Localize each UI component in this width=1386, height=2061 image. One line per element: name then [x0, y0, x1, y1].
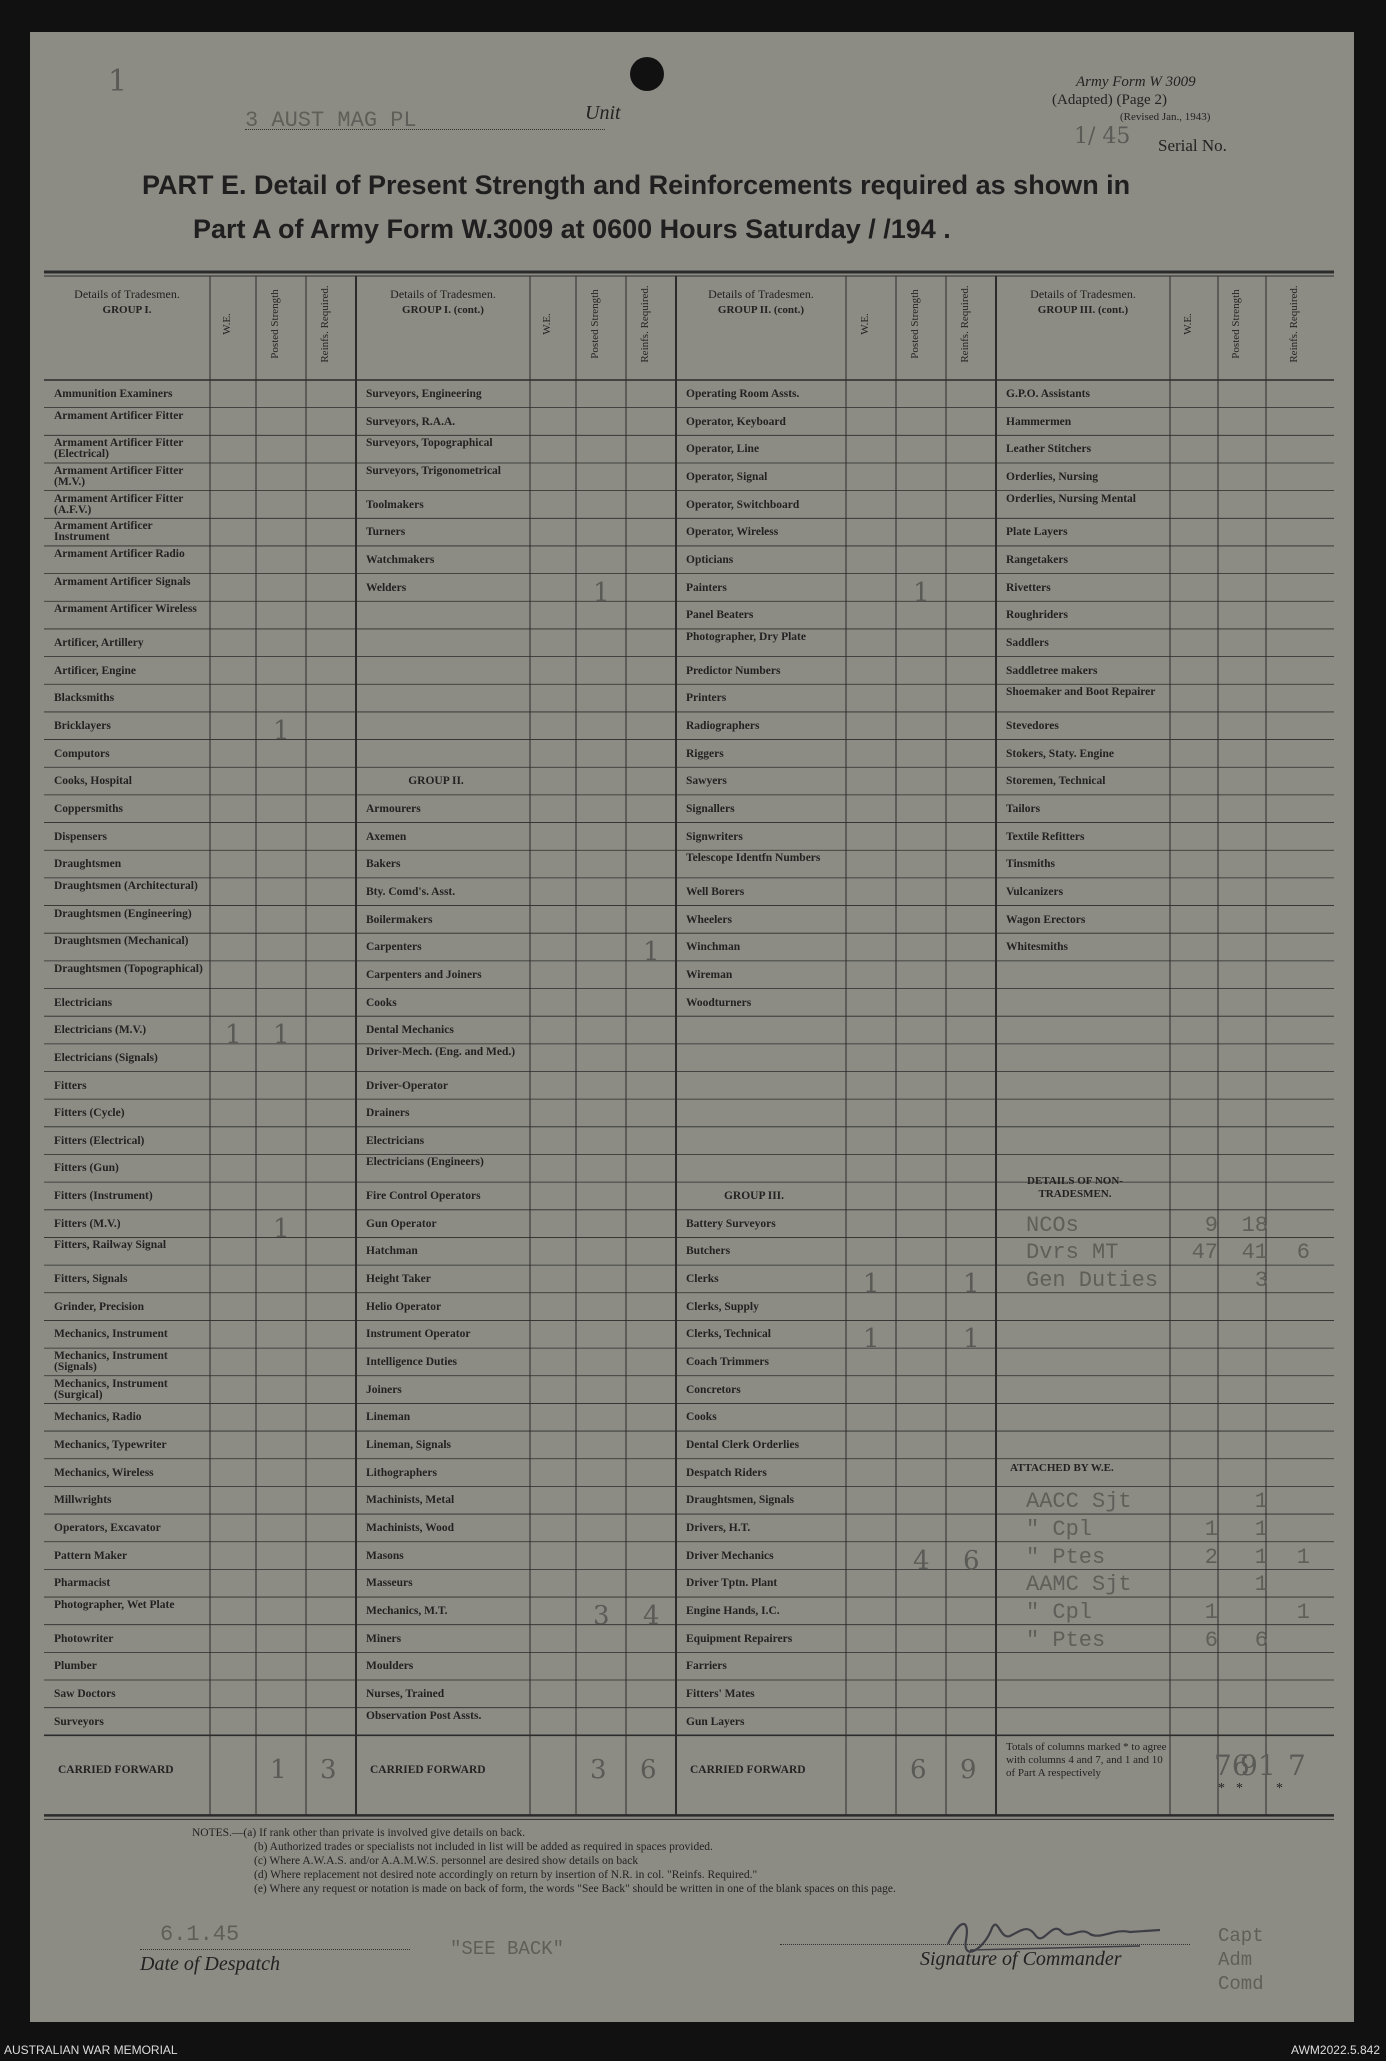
trade-label: Mechanics, Instrument (Surgical) [54, 1378, 168, 1401]
trade-label: Operators, Excavator [54, 1523, 161, 1535]
carried-forward-posted: 6 [910, 1755, 927, 1786]
trade-label: Bty. Comd's. Asst. [366, 886, 456, 898]
trade-label: Printers [686, 693, 727, 705]
non-tradesmen-label: NCOs [1026, 1212, 1079, 1238]
form-revised: (Revised Jan., 1943) [1120, 111, 1211, 123]
non-tradesmen-posted: 3 [1254, 1268, 1268, 1294]
unit-value: 3 AUST MAG PL [245, 108, 417, 133]
trade-label: Ammunition Examiners [54, 389, 173, 400]
trade-label: Operating Room Assts. [686, 389, 800, 400]
despatch-date: 6.1.45 [160, 1922, 240, 1947]
trade-label: Observation Post Assts. [366, 1710, 482, 1722]
note-line: (c) Where A.W.A.S. and/or A.A.M.W.S. personnel are desired show details on back [254, 1855, 639, 1868]
trade-label: Joiners [366, 1384, 402, 1396]
trade-label: Fitters (Instrument) [54, 1191, 153, 1203]
trade-label: Watchmakers [366, 554, 435, 566]
non-tradesmen-we: 2 [1204, 1544, 1218, 1570]
trade-label: Farriers [686, 1661, 727, 1673]
trade-label: Drainers [366, 1108, 410, 1120]
despatch-label: Date of Despatch [140, 1953, 280, 1975]
trade-label: Electricians (Signals) [54, 1052, 158, 1064]
non-tradesmen-posted: 1 [1254, 1489, 1268, 1515]
trade-label: Surveyors, Engineering [366, 389, 482, 400]
trade-label: Driver Tptn. Plant [686, 1578, 778, 1590]
trade-label: Vulcanizers [1006, 886, 1064, 898]
serial-label: Serial No. [1158, 136, 1227, 155]
trade-label: Well Borers [686, 886, 745, 898]
details-header-text: Details of Tradesmen. [390, 287, 496, 301]
handwritten-value: 1 [593, 577, 610, 608]
non-tradesmen-posted: 1 [1254, 1517, 1268, 1543]
handwritten-value: 1 [225, 1020, 242, 1051]
trade-label: Saw Doctors [54, 1689, 116, 1701]
serial-value: 1/ 45 [1074, 124, 1131, 149]
trade-label: Axemen [366, 831, 407, 843]
totals-star: * [1236, 1781, 1243, 1797]
trade-label: Bakers [366, 859, 401, 871]
non-tradesmen-reinf: 1 [1296, 1544, 1310, 1570]
trade-label: Roughriders [1006, 610, 1068, 622]
trade-label: Draughtsmen, Signals [686, 1495, 794, 1507]
trade-label: Leather Stitchers [1006, 444, 1092, 456]
trade-label: Cooks [366, 997, 397, 1009]
trade-label: Engine Hands, I.C. [686, 1606, 780, 1618]
trade-label: Plate Layers [1006, 527, 1068, 539]
trade-label: Machinists, Wood [366, 1523, 454, 1535]
trade-label: Drivers, H.T. [686, 1523, 751, 1535]
trade-label: Dental Mechanics [366, 1025, 454, 1037]
trade-label: Telescope Identfn Numbers [686, 853, 821, 865]
trade-label: Electricians [366, 1135, 425, 1147]
non-tradesmen-posted: 18 [1241, 1212, 1268, 1238]
handwritten-value: 4 [643, 1601, 660, 1632]
reinf-header: Reinfs. Required. [319, 285, 331, 363]
carried-forward-posted: 1 [270, 1755, 287, 1786]
trade-label: Equipment Repairers [686, 1633, 793, 1645]
trade-label: Height Taker [366, 1274, 431, 1286]
trade-label: Armament Artificer Wireless [54, 604, 197, 616]
we-header: W.E. [859, 313, 871, 335]
non-tradesmen-label: " Cpl [1026, 1517, 1093, 1543]
we-header: W.E. [1182, 313, 1194, 335]
note-line: (d) Where replacement not desired note accordingly on return by insertion of N.R. in col. "Reinfs. Required." [254, 1869, 758, 1882]
trade-label: Armament Artificer Radio [54, 548, 185, 560]
trade-label: Painters [686, 582, 727, 594]
posted-header: Posted Strength [909, 289, 921, 359]
non-tradesmen-label: " Cpl [1026, 1600, 1093, 1626]
trade-label: Operator, Wireless [686, 527, 779, 539]
carried-forward-label: CARRIED FORWARD [690, 1765, 806, 1777]
trade-label: Saddletree makers [1006, 665, 1098, 677]
details-header [356, 288, 530, 317]
archive-id: AWM2022.5.842 [1291, 2043, 1380, 2057]
details-header-text: Details of Tradesmen. [1030, 287, 1136, 301]
totals-star: * [1276, 1781, 1283, 1797]
form-title-line1: PART E. Detail of Present Strength and Reinforcements required as shown in [142, 170, 1131, 200]
trade-label: Plumber [54, 1661, 97, 1673]
form-title-line2: Part A of Army Form W.3009 at 0600 Hours Saturday / /194 . [193, 214, 951, 244]
trade-label: Turners [366, 527, 406, 539]
trade-label: Fitters (Electrical) [54, 1135, 145, 1147]
trade-label: Artificer, Engine [54, 665, 136, 677]
non-tradesmen-label: AACC Sjt [1026, 1489, 1132, 1515]
trade-label: Nurses, Trained [366, 1689, 445, 1701]
trade-label: Mechanics, Instrument [54, 1329, 168, 1341]
trade-label: Bricklayers [54, 720, 111, 732]
trade-label: Grinder, Precision [54, 1301, 145, 1313]
trade-label: Surveyors, R.A.A. [366, 416, 456, 428]
trade-label: Mechanics, Typewriter [54, 1440, 167, 1452]
trade-label: Storemen, Technical [1006, 776, 1106, 788]
trade-label: Driver Mechanics [686, 1550, 774, 1562]
trade-label: Rangetakers [1006, 554, 1068, 566]
details-header-text: Details of Tradesmen. [708, 287, 814, 301]
non-tradesmen-we: 1 [1204, 1517, 1218, 1543]
note-line: (b) Authorized trades or specialists not included in list will be added as required in spaces provided. [254, 1841, 713, 1854]
trade-label: Fitters, Signals [54, 1274, 128, 1286]
details-header [676, 288, 846, 317]
trade-label: Masseurs [366, 1578, 413, 1590]
handwritten-value: 3 [593, 1601, 610, 1632]
non-tradesmen-label: " Ptes [1026, 1544, 1106, 1570]
trade-label: Cooks [686, 1412, 717, 1424]
trade-label: Artificer, Artillery [54, 637, 144, 649]
trade-label: Photographer, Wet Plate [54, 1600, 175, 1612]
non-tradesmen-we: 1 [1204, 1600, 1218, 1626]
trade-label: Draughtsmen (Architectural) [54, 880, 198, 892]
trade-label: Blacksmiths [54, 693, 115, 705]
handwritten-value: 1 [273, 715, 290, 746]
trade-label: Fitters (Gun) [54, 1163, 119, 1175]
trade-label: Intelligence Duties [366, 1357, 458, 1369]
totals-star: * [1218, 1781, 1225, 1797]
handwritten-value: 6 [963, 1545, 980, 1576]
trade-label: Signwriters [686, 831, 743, 843]
trade-label: Driver-Operator [366, 1080, 448, 1092]
trade-label: Masons [366, 1550, 404, 1562]
trade-label: Whitesmiths [1006, 942, 1068, 954]
trade-label: Pattern Maker [54, 1550, 128, 1562]
trade-label: Panel Beaters [686, 610, 754, 622]
trade-label: Surveyors, Topographical [366, 438, 493, 450]
form-sheet [30, 32, 1354, 2022]
handwritten-value: 1 [913, 577, 930, 608]
trade-label: Stokers, Staty. Engine [1006, 748, 1114, 760]
group-header: GROUP I. (cont.) [402, 304, 484, 316]
trade-label: Lineman [366, 1412, 411, 1424]
trade-label: Rivetters [1006, 582, 1051, 594]
group-heading: GROUP II. [408, 776, 464, 788]
trade-label: Pharmacist [54, 1578, 111, 1590]
trade-label: Mechanics, M.T. [366, 1606, 448, 1618]
trade-label: Lineman, Signals [366, 1440, 451, 1452]
trade-label: Tailors [1006, 803, 1041, 815]
note-line: (e) Where any request or notation is made on back of form, the words "See Back" should be written in one of the blank spaces on this page. [254, 1883, 896, 1896]
note-line: NOTES.—(a) If rank other than private is involved give details on back. [192, 1827, 526, 1840]
trade-label: Concretors [686, 1384, 741, 1396]
rank-line: Capt [1218, 1925, 1264, 1947]
non-tradesmen-posted: 1 [1254, 1544, 1268, 1570]
non-tradesmen-posted: 1 [1254, 1572, 1268, 1598]
trade-label: Orderlies, Nursing Mental [1006, 493, 1136, 505]
despatch-line [140, 1949, 410, 1950]
trade-label: Coppersmiths [54, 803, 124, 815]
details-header-text: Details of Tradesmen. [74, 287, 180, 301]
trade-label: Boilermakers [366, 914, 433, 926]
trade-label: Fitters [54, 1080, 87, 1092]
trade-label: Armourers [366, 803, 421, 815]
trade-label: Hatchman [366, 1246, 418, 1258]
trade-label: Instrument Operator [366, 1329, 471, 1341]
archive-name: AUSTRALIAN WAR MEMORIAL [4, 2043, 178, 2057]
trade-label: Electricians [54, 997, 113, 1009]
trade-label: Tinsmiths [1006, 859, 1056, 871]
trade-label: Armament Artificer Signals [54, 576, 191, 588]
trade-label: Draughtsmen (Topographical) [54, 963, 203, 975]
trade-label: Sawyers [686, 776, 727, 788]
trade-label: Despatch Riders [686, 1467, 767, 1479]
trade-label: Helio Operator [366, 1301, 442, 1313]
totals-note: Totals of columns marked * to agree with columns 4 and 7, and 1 and 10 of Part A respectively [1006, 1741, 1167, 1780]
carried-forward-reinf: 9 [960, 1755, 977, 1786]
we-header: W.E. [221, 313, 233, 335]
form-name: Army Form W 3009 [1076, 74, 1196, 90]
non-tradesmen-label: Dvrs MT [1026, 1240, 1119, 1266]
non-tradesmen-we: 6 [1204, 1627, 1218, 1653]
rank-line: Comd [1218, 1973, 1264, 1995]
trade-label: Clerks [686, 1274, 719, 1286]
details-header [44, 288, 210, 317]
trade-label: G.P.O. Assistants [1006, 389, 1090, 400]
handwritten-value: 1 [273, 1020, 290, 1051]
we-header: W.E. [541, 313, 553, 335]
non-tradesmen-label: AAMC Sjt [1026, 1572, 1132, 1598]
carried-forward-reinf: 3 [320, 1755, 337, 1786]
form-adapted: (Adapted) (Page 2) [1052, 92, 1167, 108]
trade-label: Dental Clerk Orderlies [686, 1440, 800, 1452]
trade-label: Lithographers [366, 1467, 437, 1479]
carried-forward-label: CARRIED FORWARD [370, 1765, 486, 1777]
totals-posted: 91 [1240, 1749, 1276, 1783]
trade-label: Woodturners [686, 997, 752, 1009]
trade-label: Signallers [686, 803, 735, 815]
trade-label: Cooks, Hospital [54, 776, 132, 788]
trade-label: Machinists, Metal [366, 1495, 455, 1507]
carried-forward-reinf: 6 [640, 1755, 657, 1786]
trade-label: Dispensers [54, 831, 108, 843]
trade-label: Fitters, Railway Signal [54, 1240, 167, 1252]
trade-label: Operator, Switchboard [686, 499, 800, 511]
reinf-header: Reinfs. Required. [639, 285, 651, 363]
non-tradesmen-reinf: 1 [1296, 1600, 1310, 1626]
posted-header: Posted Strength [269, 289, 281, 359]
trade-label: Hammermen [1006, 416, 1072, 428]
carried-forward-posted: 3 [590, 1755, 607, 1786]
trade-label: Armament Artificer Fitter (M.V.) [54, 465, 184, 488]
trade-label: Battery Surveyors [686, 1218, 776, 1230]
non-tradesmen-label: " Ptes [1026, 1627, 1106, 1653]
trade-label: Driver-Mech. (Eng. and Med.) [366, 1046, 516, 1058]
carried-forward-label: CARRIED FORWARD [58, 1765, 174, 1777]
trade-label: Draughtsmen [54, 859, 122, 871]
trade-label: Opticians [686, 554, 734, 566]
trade-label: Riggers [686, 748, 724, 760]
corner-mark: 1 [108, 64, 128, 99]
attached-heading: ATTACHED BY W.E. [1010, 1463, 1114, 1474]
trade-label: Gun Operator [366, 1218, 437, 1230]
trade-label: Millwrights [54, 1495, 112, 1507]
trade-label: Surveyors [54, 1716, 104, 1728]
details-header [996, 288, 1170, 317]
trade-label: Gun Layers [686, 1716, 745, 1728]
trade-label: Computors [54, 748, 110, 760]
signature-label: Signature of Commander [920, 1948, 1122, 1970]
trade-label: Surveyors, Trigonometrical [366, 465, 501, 477]
group-heading: GROUP III. [723, 1191, 785, 1203]
trade-label: Draughtsmen (Mechanical) [54, 936, 189, 948]
nontrades-heading: DETAILS OF NON-TRADESMEN. [1027, 1175, 1123, 1200]
trade-label: Fitters' Mates [686, 1689, 755, 1701]
trade-label: Operator, Keyboard [686, 416, 786, 428]
trade-label: Mechanics, Instrument (Signals) [54, 1351, 168, 1374]
trade-label: Moulders [366, 1661, 414, 1673]
trade-label: Armament Artificer Instrument [54, 521, 153, 544]
trade-label: Operator, Line [686, 444, 760, 456]
handwritten-value: 4 [913, 1545, 930, 1576]
trade-label: Clerks, Supply [686, 1301, 759, 1313]
trade-label: Electricians (Engineers) [366, 1157, 484, 1169]
handwritten-value: 1 [963, 1324, 980, 1355]
trade-label: Radiographers [686, 720, 760, 732]
trade-label: Textile Refitters [1006, 831, 1085, 843]
trade-label: Carpenters [366, 942, 422, 954]
non-tradesmen-posted: 41 [1241, 1240, 1268, 1266]
trade-label: Photographer, Dry Plate [686, 631, 806, 643]
trade-label: Photowriter [54, 1633, 114, 1645]
handwritten-value: 1 [963, 1269, 980, 1300]
trade-label: Welders [366, 582, 407, 594]
totals-we: 76 [1214, 1749, 1250, 1783]
unit-label: Unit [585, 102, 621, 124]
group-header: GROUP III. (cont.) [1037, 304, 1129, 316]
trade-label: Stevedores [1006, 720, 1059, 732]
trade-label: Orderlies, Nursing [1006, 471, 1098, 483]
signature-line [780, 1944, 1190, 1945]
trade-label: Mechanics, Radio [54, 1412, 142, 1424]
trade-label: Clerks, Technical [686, 1329, 771, 1341]
trade-label: Armament Artificer Fitter (Electrical) [54, 438, 184, 461]
trade-label: Wagon Erectors [1006, 914, 1086, 926]
reinf-header: Reinfs. Required. [959, 285, 971, 363]
group-header: GROUP I. [102, 304, 152, 316]
totals-reinf: 7 [1288, 1749, 1306, 1783]
trade-label: Electricians (M.V.) [54, 1025, 147, 1037]
trade-label: Operator, Signal [686, 471, 768, 483]
archive-bar [0, 2025, 1386, 2061]
reinf-header: Reinfs. Required. [1288, 285, 1300, 363]
handwritten-value: 1 [273, 1213, 290, 1244]
non-tradesmen-we: 9 [1204, 1212, 1218, 1238]
trade-label: Saddlers [1006, 637, 1049, 649]
trade-label: Fitters (Cycle) [54, 1108, 125, 1120]
trade-label: Carpenters and Joiners [366, 969, 482, 981]
trade-label: Armament Artificer Fitter [54, 410, 184, 422]
non-tradesmen-reinf: 6 [1296, 1240, 1310, 1266]
handwritten-value: 1 [863, 1269, 880, 1300]
handwritten-value: 1 [863, 1324, 880, 1355]
non-tradesmen-label: Gen Duties [1026, 1268, 1159, 1294]
posted-header: Posted Strength [1230, 289, 1242, 359]
see-back-stamp: "SEE BACK" [450, 1938, 565, 1960]
trade-label: Wireman [686, 969, 733, 981]
group-header: GROUP II. (cont.) [717, 304, 805, 316]
posted-header: Posted Strength [589, 289, 601, 359]
trade-label: Shoemaker and Boot Repairer [1006, 687, 1156, 699]
trade-label: Armament Artificer Fitter (A.F.V.) [54, 493, 184, 516]
trade-label: Fitters (M.V.) [54, 1218, 121, 1230]
trade-label: Predictor Numbers [686, 665, 781, 677]
non-tradesmen-we: 47 [1191, 1240, 1218, 1266]
trade-label: Mechanics, Wireless [54, 1467, 154, 1479]
trade-label: Winchman [686, 942, 741, 954]
trade-label: Coach Trimmers [686, 1357, 769, 1369]
trade-label: Miners [366, 1633, 402, 1645]
trade-label: Draughtsmen (Engineering) [54, 908, 192, 920]
non-tradesmen-posted: 6 [1254, 1627, 1268, 1653]
trade-label: Toolmakers [366, 499, 424, 511]
trade-label: Wheelers [686, 914, 732, 926]
commander-rank [1218, 1924, 1264, 1996]
trade-label: Fire Control Operators [366, 1191, 481, 1203]
trade-label: Butchers [686, 1246, 731, 1258]
handwritten-value: 1 [643, 937, 660, 968]
rank-line: Adm [1218, 1949, 1253, 1971]
